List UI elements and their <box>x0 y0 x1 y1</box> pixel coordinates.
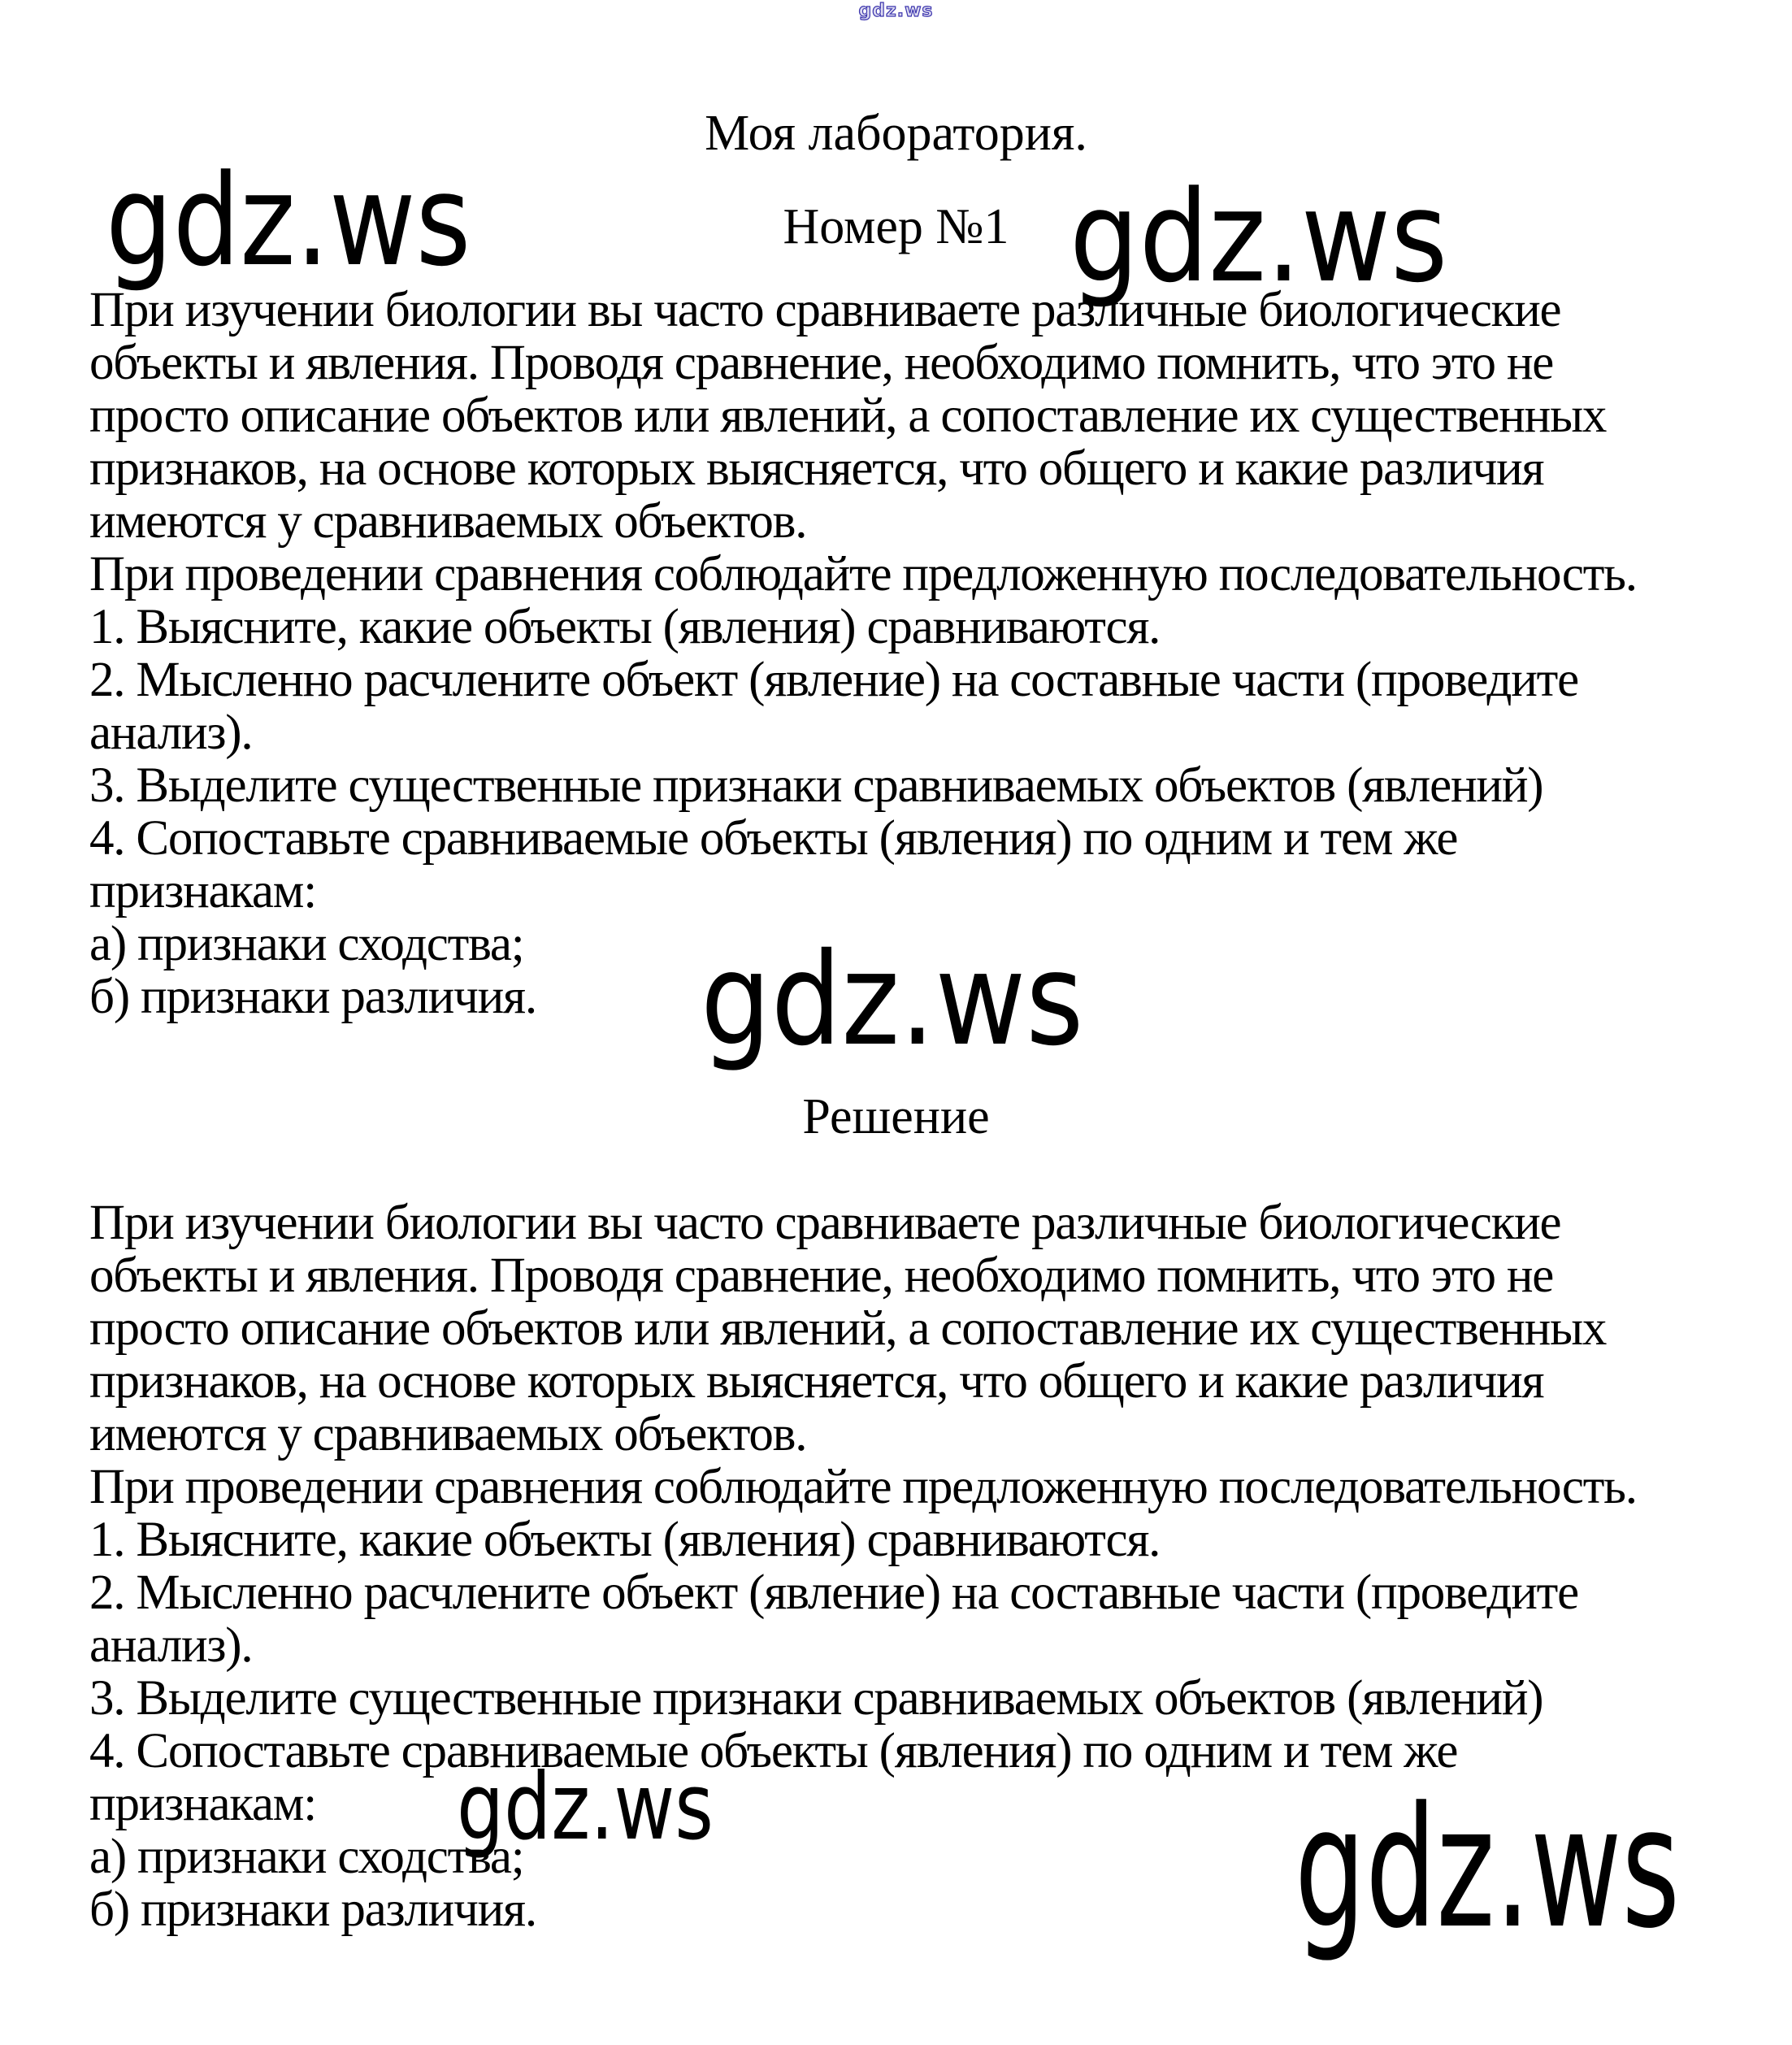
site-watermark: gdz.ws <box>106 147 471 294</box>
task-line: анализ). <box>89 706 253 760</box>
solution-line: б) признаки различия. <box>89 1882 536 1937</box>
solution-line: имеются у сравниваемых объектов. <box>89 1407 807 1461</box>
site-watermark: gdz.ws <box>701 926 1084 1075</box>
solution-line: признаков, на основе которых выясняется, что общего и какие различия <box>89 1354 1544 1409</box>
task-line: 4. Сопоставьте сравниваемые объекты (явления) по одним и тем же <box>89 811 1458 866</box>
solution-line: признакам: <box>89 1777 316 1831</box>
solution-line: 3. Выделите существенные признаки сравниваемых объектов (явлений) <box>89 1671 1543 1726</box>
task-line: имеются у сравниваемых объектов. <box>89 494 807 549</box>
task-line: объекты и явления. Проводя сравнение, необходимо помнить, что это не <box>89 336 1554 390</box>
task-line: просто описание объектов или явлений, а сопоставление их существенных <box>89 389 1607 443</box>
solution-line: анализ). <box>89 1618 253 1673</box>
task-line: признаков, на основе которых выясняется, что общего и какие различия <box>89 441 1544 496</box>
task-line: При проведении сравнения соблюдайте предложенную последовательность. <box>89 547 1637 601</box>
solution-line: а) признаки сходства; <box>89 1830 524 1884</box>
site-watermark: gdz.ws <box>1070 163 1448 310</box>
task-line: 3. Выделите существенные признаки сравниваемых объектов (явлений) <box>89 758 1543 813</box>
task-line: При изучении биологии вы часто сравниваете различные биологические <box>89 283 1561 337</box>
tiny-site-watermark: gdz.ws <box>858 1 934 21</box>
task-line: а) признаки сходства; <box>89 917 524 971</box>
page-title: Моя лаборатория. <box>705 106 1087 161</box>
task-number-heading: Номер №1 <box>783 199 1009 254</box>
solution-line: 1. Выясните, какие объекты (явления) сравниваются. <box>89 1513 1161 1567</box>
site-watermark: gdz.ws <box>1295 1772 1681 1965</box>
task-line: признакам: <box>89 864 316 918</box>
solution-line: При проведении сравнения соблюдайте предложенную последовательность. <box>89 1460 1637 1514</box>
solution-heading: Решение <box>802 1089 990 1144</box>
solution-line: просто описание объектов или явлений, а сопоставление их существенных <box>89 1301 1607 1356</box>
solution-line: При изучении биологии вы часто сравниваете различные биологические <box>89 1196 1561 1250</box>
solution-line: 2. Мысленно расчлените объект (явление) на составные части (проведите <box>89 1565 1578 1620</box>
solution-line: 4. Сопоставьте сравниваемые объекты (явления) по одним и тем же <box>89 1724 1458 1778</box>
site-watermark: gdz.ws <box>457 1753 714 1860</box>
task-line: 2. Мысленно расчлените объект (явление) на составные части (проведите <box>89 653 1578 707</box>
task-line: 1. Выясните, какие объекты (явления) сравниваются. <box>89 600 1161 654</box>
task-line: б) признаки различия. <box>89 970 536 1024</box>
task-text-block <box>89 284 1637 1023</box>
solution-line: объекты и явления. Проводя сравнение, необходимо помнить, что это не <box>89 1248 1554 1303</box>
